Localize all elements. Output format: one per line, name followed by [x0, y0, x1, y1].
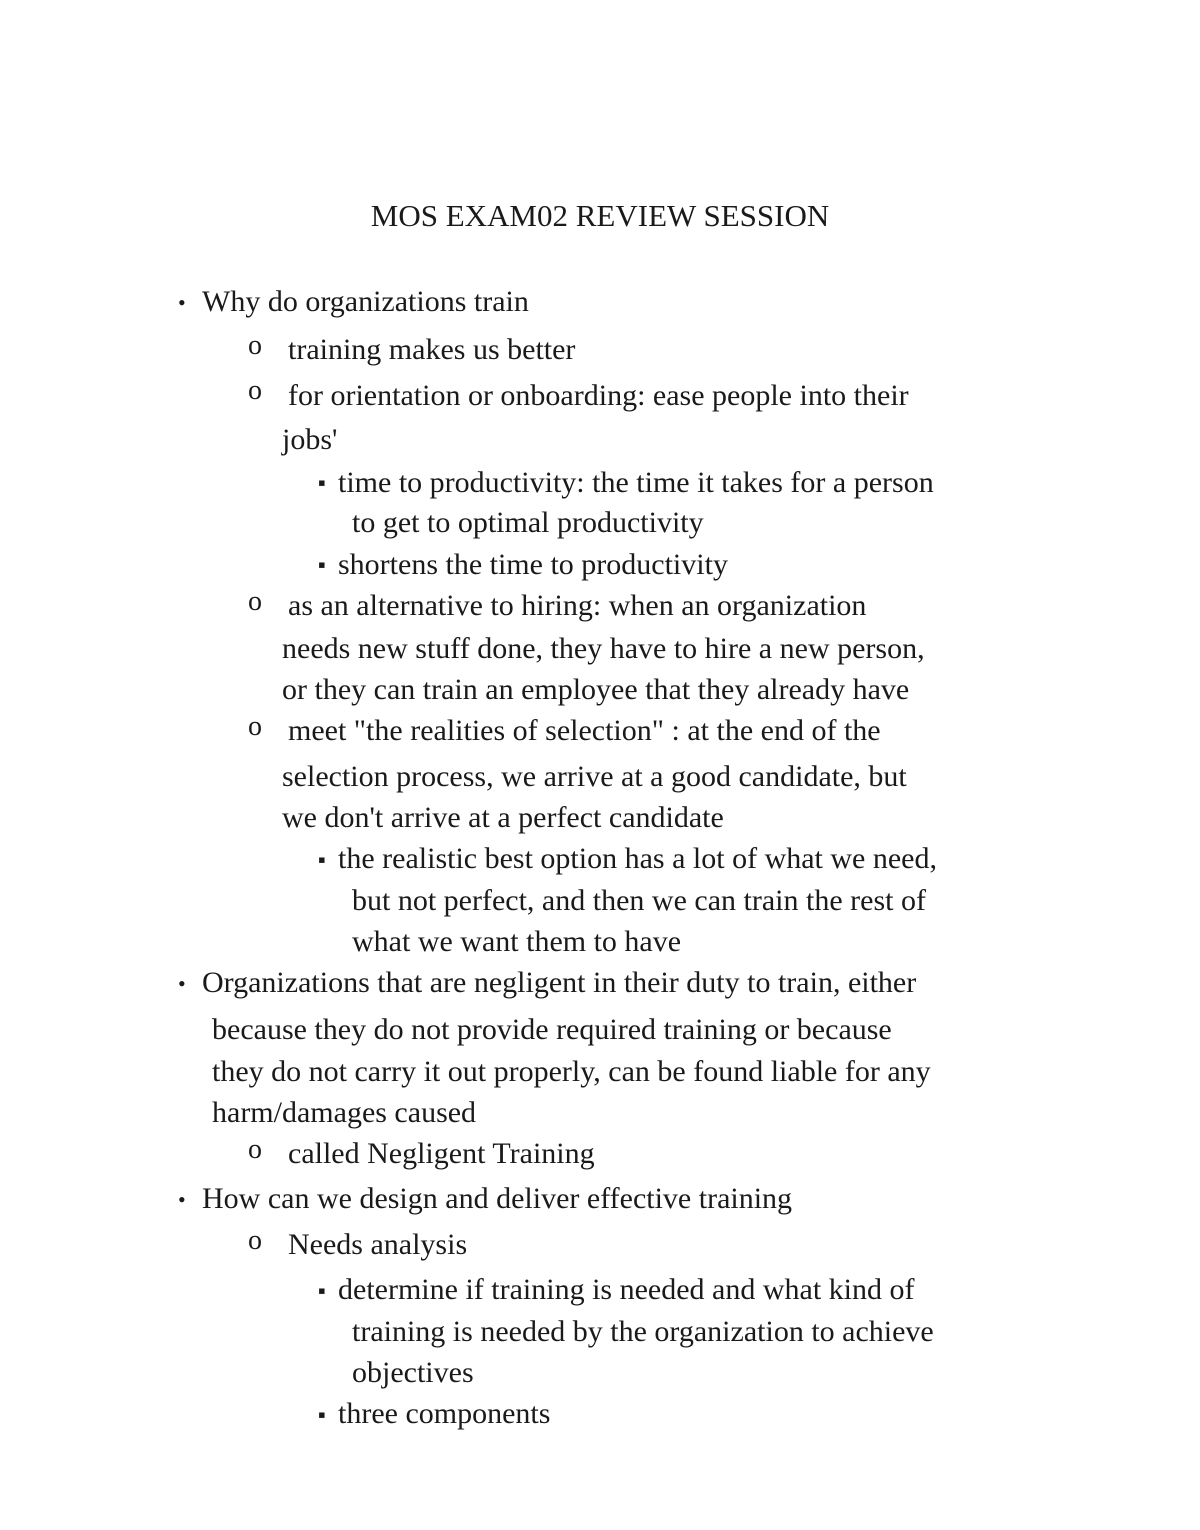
bullet-level3-icon: ▪	[318, 470, 326, 495]
list-item-continuation: what we want them to have	[352, 925, 682, 958]
list-item: three components	[338, 1397, 551, 1430]
list-item-continuation: they do not carry it out properly, can be found liable for any	[212, 1055, 931, 1088]
list-item-continuation: or they can train an employee that they already have	[282, 673, 910, 706]
bullet-level2-icon: o	[248, 711, 262, 742]
list-item: called Negligent Training	[288, 1137, 595, 1170]
bullet-level1-icon: •	[178, 971, 186, 996]
list-item-continuation: needs new stuff done, they have to hire a new person,	[282, 632, 925, 665]
bullet-level3-icon: ▪	[318, 1402, 326, 1427]
bullet-level3-icon: ▪	[318, 847, 326, 872]
list-item-continuation: training is needed by the organization to achieve	[352, 1315, 934, 1348]
list-item: time to productivity: the time it takes for a person	[338, 466, 934, 499]
page-title: MOS EXAM02 REVIEW SESSION	[370, 198, 830, 233]
bullet-level2-icon: o	[248, 375, 262, 406]
list-item: How can we design and deliver effective training	[202, 1182, 793, 1215]
list-item-continuation: objectives	[352, 1356, 474, 1389]
list-item-continuation: because they do not provide required training or because	[212, 1013, 892, 1046]
bullet-level3-icon: ▪	[318, 1278, 326, 1303]
list-item-continuation: but not perfect, and then we can train the rest of	[352, 884, 926, 917]
list-item-continuation: we don't arrive at a perfect candidate	[282, 801, 724, 834]
list-item-continuation: selection process, we arrive at a good candidate, but	[282, 760, 907, 793]
bullet-level2-icon: o	[248, 330, 262, 361]
list-item-continuation: to get to optimal productivity	[352, 506, 704, 539]
list-item: Organizations that are negligent in their duty to train, either	[202, 966, 917, 999]
list-item: shortens the time to productivity	[338, 548, 728, 581]
bullet-level2-icon: o	[248, 586, 262, 617]
list-item: determine if training is needed and what kind of	[338, 1273, 915, 1306]
list-item: training makes us better	[288, 333, 576, 366]
bullet-level2-icon: o	[248, 1134, 262, 1165]
list-item: Why do organizations train	[202, 285, 529, 318]
bullet-level1-icon: •	[178, 290, 186, 315]
list-item: meet "the realities of selection" : at the end of the	[288, 714, 881, 747]
bullet-level1-icon: •	[178, 1187, 186, 1212]
list-item: for orientation or onboarding: ease people into their	[288, 379, 909, 412]
bullet-level3-icon: ▪	[318, 552, 326, 577]
list-item: the realistic best option has a lot of what we need,	[338, 842, 937, 875]
list-item: Needs analysis	[288, 1228, 468, 1261]
list-item: as an alternative to hiring: when an organization	[288, 589, 867, 622]
bullet-level2-icon: o	[248, 1225, 262, 1256]
list-item-continuation: harm/damages caused	[212, 1096, 477, 1129]
list-item-continuation: jobs'	[282, 423, 338, 456]
